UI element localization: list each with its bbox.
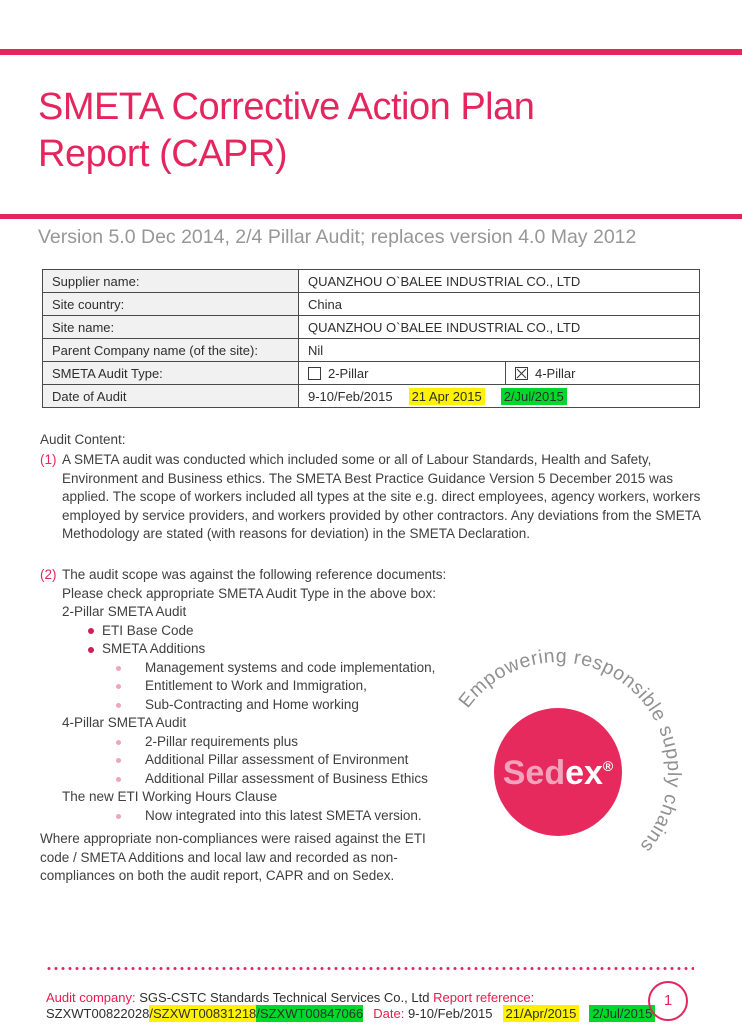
row-label: Parent Company name (of the site): [43, 339, 299, 362]
item-text: A SMETA audit was conducted which included some or all of Labour Standards, Health and Safety, Environment and Business ethics. The SMETA Best Practice Guidance Version 5 December 2015 was applied. The scope of workers included all types at the site e.g. direct employees, agency workers, workers employed by service providers, and workers provided by other contractors. Any deviations from the SMETA Methodology are stated (with reasons for deviation) in the SMETA Declaration. [62, 452, 701, 541]
closing-paragraph: Where appropriate non-compliances were raised against the ETI code / SMETA Additions and local law and recorded as non-compliances on both the audit report, CAPR and on Sedex. [40, 831, 426, 883]
two-pillar-heading: 2-Pillar SMETA Audit [62, 604, 187, 619]
list-item: Entitlement to Work and Immigration, [62, 677, 702, 696]
report-reference-highlight-yellow: /SZXWT00831218 [149, 1006, 257, 1021]
bullet-icon [116, 740, 121, 745]
row-label: SMETA Audit Type: [43, 362, 299, 385]
registered-mark: ® [602, 758, 614, 774]
four-pillar-heading: 4-Pillar SMETA Audit [62, 715, 187, 730]
table-row-date-of-audit [43, 385, 700, 408]
audit-content-heading: Audit Content: [40, 432, 126, 447]
report-reference-highlight-green: /SZXWT00847066 [256, 1006, 364, 1021]
footer-date-highlight-yellow: 21/Apr/2015 [503, 1005, 580, 1022]
table-row [43, 293, 700, 316]
list-item: Management systems and code implementation, [62, 659, 702, 678]
audit-content-item-1 [40, 451, 702, 544]
bullet-icon [116, 777, 121, 782]
logo-arc-text: Empowering responsible supply chains [454, 645, 685, 858]
footer-dotted-divider [46, 966, 694, 971]
sedex-wordmark-sed: Sed [502, 754, 566, 792]
bullet-icon [116, 814, 121, 819]
sedex-wordmark-ex: ex [565, 754, 603, 792]
bullet-icon [116, 684, 121, 689]
audit-company-label: Audit company: [46, 990, 136, 1005]
list-item: SMETA Additions [62, 640, 702, 659]
list-item: Sub-Contracting and Home working [62, 696, 702, 715]
checkbox-checked-icon[interactable] [515, 367, 528, 380]
list-item: Additional Pillar assessment of Environment [62, 751, 702, 770]
table-row [43, 316, 700, 339]
table-row [43, 339, 700, 362]
eti-hours-heading: The new ETI Working Hours Clause [62, 789, 278, 804]
page-title-line1: SMETA Corrective Action Plan [38, 86, 535, 128]
item-number: (2) [40, 567, 57, 582]
top-divider-bar [0, 49, 742, 55]
row-value [299, 385, 700, 408]
item-number: (1) [40, 452, 57, 467]
list-item: Now integrated into this latest SMETA version. [62, 807, 702, 826]
audit-date-highlight-yellow: 21 Apr 2015 [409, 388, 485, 405]
table-row-audit-type [43, 362, 700, 385]
row-label: Site country: [43, 293, 299, 316]
page-number-badge [648, 981, 688, 1021]
list-item: ETI Base Code [62, 622, 702, 641]
footer-line-2 [46, 1006, 655, 1022]
sedex-logo [428, 628, 718, 928]
audit-date-plain: 9-10/Feb/2015 [308, 388, 393, 404]
audit-type-option-2pillar [299, 362, 506, 385]
bullet-icon [116, 758, 121, 763]
bullet-icon [88, 628, 94, 634]
date-label: Date: [373, 1006, 405, 1021]
row-value: QUANZHOU O`BALEE INDUSTRIAL CO., LTD [299, 270, 700, 293]
report-reference-plain: SZXWT00822028 [46, 1006, 150, 1021]
item-text-line: The audit scope was against the following reference documents: [62, 567, 447, 582]
page-title-line2: Report (CAPR) [38, 133, 287, 175]
row-label: Supplier name: [43, 270, 299, 293]
row-label: Date of Audit [43, 385, 299, 408]
sedex-wordmark [503, 754, 614, 792]
audit-company-value: SGS-CSTC Standards Technical Services Co., Ltd [139, 990, 430, 1005]
row-label: Site name: [43, 316, 299, 339]
option-label: 2-Pillar [328, 365, 369, 381]
page-title [38, 84, 534, 178]
footer [46, 990, 655, 1022]
item-text-line: Please check appropriate SMETA Audit Type in the above box: [62, 585, 436, 601]
bullet-icon [116, 703, 121, 708]
list-item: 2-Pillar requirements plus [62, 733, 702, 752]
audit-type-option-4pillar [506, 362, 700, 385]
site-info-table [42, 269, 700, 408]
list-item: Additional Pillar assessment of Business Ethics [62, 770, 702, 789]
row-value: QUANZHOU O`BALEE INDUSTRIAL CO., LTD [299, 316, 700, 339]
option-label: 4-Pillar [535, 365, 576, 381]
bullet-icon [116, 666, 121, 671]
version-line: Version 5.0 Dec 2014, 2/4 Pillar Audit; replaces version 4.0 May 2012 [38, 226, 637, 248]
audit-date-highlight-green: 2/Jul/2015 [501, 388, 567, 405]
mid-divider-bar [0, 214, 742, 219]
table-row [43, 270, 700, 293]
page-number: 1 [663, 992, 673, 1009]
checkbox-unchecked-icon[interactable] [308, 367, 321, 380]
row-value: Nil [299, 339, 700, 362]
footer-date-plain: 9-10/Feb/2015 [407, 1006, 493, 1021]
report-reference-label: Report reference: [433, 990, 535, 1005]
footer-line-1 [46, 990, 655, 1006]
row-value: China [299, 293, 700, 316]
footer-date-highlight-green: 2/Jul/2015 [589, 1005, 655, 1022]
bullet-icon [88, 647, 94, 653]
